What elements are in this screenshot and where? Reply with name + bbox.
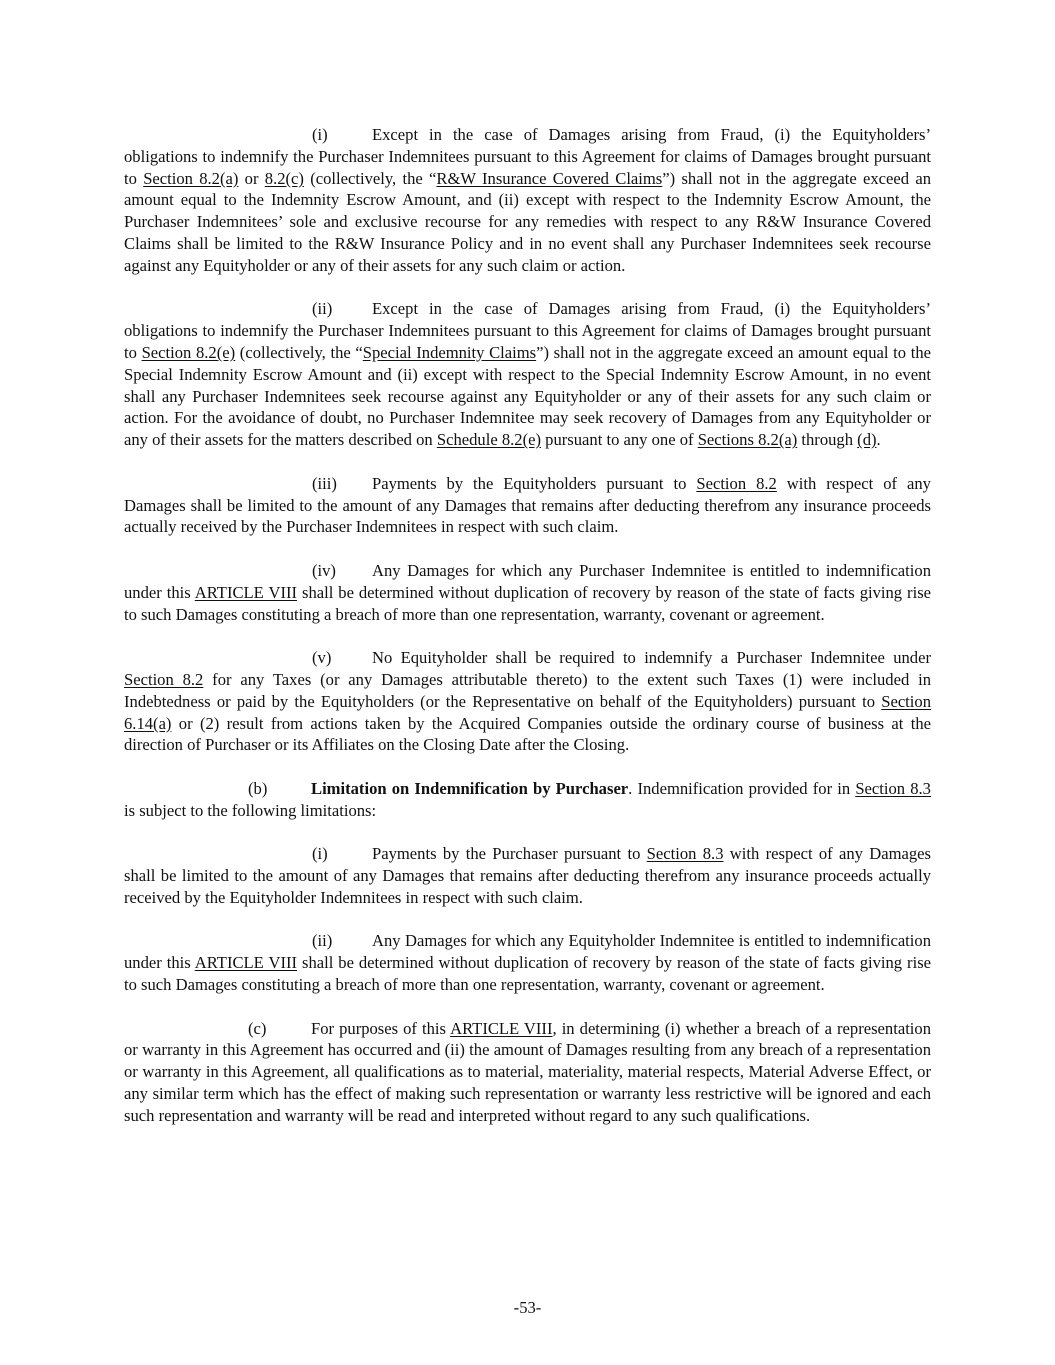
defined-term: Special Indemnity Claims — [362, 342, 537, 362]
section-reference-link: (d) — [857, 430, 877, 450]
paragraph-text: . Indemnification provided for in — [628, 778, 856, 798]
section-reference-link: Section 8.2(a) — [143, 168, 239, 188]
paragraph-text: Any Damages for which any Equityholder Indemnitee is entitled to indemnification under this — [124, 931, 931, 973]
section-reference-link: Section 8.3 — [646, 844, 724, 864]
paragraph-8-4-a-i — [124, 124, 931, 277]
paragraph-8-4-c — [124, 1018, 931, 1127]
paragraph-text: with respect of any Damages shall be limited to the amount of any Damages that remains after deducting therefrom any insurance proceeds actually received by the Purchaser Indemnitees in respect with such claim. — [124, 473, 931, 537]
paragraph-8-4-b-i — [124, 843, 931, 908]
defined-term: R&W Insurance Covered Claims — [436, 168, 663, 188]
paragraph-text: For purposes of this — [311, 1018, 451, 1038]
paragraph-text: shall be determined without duplication of recovery by reason of the state of facts giving rise to such Damages constituting a breach of more than one representation, warranty, covenant or agreement. — [124, 953, 932, 995]
clause-number: (ii) — [312, 931, 333, 951]
paragraph-text: ”) shall not in the aggregate exceed an amount equal to the Indemnity Escrow Amount, and (ii) except with respect to the Indemnity Escrow Amount, the Purchaser Indemnitees’ sole and exclusive recourse for any remedies with respect to any R&W Insurance Covered Claims shall be limited to the R&W Insurance Policy and in no event shall any Purchaser Indemnitees seek recourse against any Equityholder or any of their assets for any such claim or action. — [124, 168, 931, 275]
paragraph-text: (collectively, the “ — [303, 168, 437, 188]
clause-number: (b) — [248, 778, 268, 798]
schedule-reference-link: Schedule 8.2(e) — [436, 430, 542, 450]
document-page — [124, 124, 931, 1148]
paragraph-8-4-a-iii — [124, 473, 931, 538]
section-reference-link: Section 8.2 — [124, 669, 204, 689]
paragraph-text: . — [876, 430, 881, 450]
paragraph-text: No Equityholder shall be required to indemnify a Purchaser Indemnitee under — [372, 648, 931, 668]
paragraph-8-4-a-ii — [124, 298, 931, 451]
paragraph-text: Except in the case of Damages arising from Fraud, (i) the Equityholders’ obligations to indemnify the Purchaser Indemnitees pursuant to this Agreement for claims of Damages brought pursuant to — [124, 299, 931, 362]
paragraph-text: (collectively, the “ — [235, 342, 363, 362]
paragraph-text: Except in the case of Damages arising from Fraud, (i) the Equityholders’ obligations to indemnify the Purchaser Indemnitees pursuant to this Agreement for claims of Damages brought pursuant to — [124, 125, 931, 188]
paragraph-text: ”) shall not in the aggregate exceed an amount equal to the Special Indemnity Escrow Amount and (ii) except with respect to the Special Indemnity Escrow Amount, in no event shall any Purchaser Indemnitees seek recourse against any Equityholder or any of their assets for any such claim or action. For the avoidance of doubt, no Purchaser Indemnitee may seek recovery of Damages from any Equityholder or any of their assets for the matters described on — [124, 342, 931, 450]
article-reference-link: ARTICLE VIII — [194, 953, 298, 973]
paragraph-text: Any Damages for which any Purchaser Indemnitee is entitled to indemnification under this — [124, 560, 931, 602]
clause-number: (iv) — [312, 560, 336, 580]
section-reference-link: Section 6.14(a) — [124, 691, 931, 733]
paragraph-text: pursuant to any one of — [541, 430, 698, 450]
clause-number: (i) — [312, 125, 328, 144]
section-heading: Limitation on Indemnification by Purchaser — [311, 778, 629, 798]
paragraph-text: with respect of any Damages shall be limited to the amount of any Damages that remains after deducting therefrom any insurance proceeds actually received by the Equityholder Indemnitees in respect with such claim. — [124, 844, 931, 907]
clause-number: (ii) — [312, 299, 333, 319]
paragraph-8-4-a-v — [124, 647, 931, 756]
paragraph-text: or (2) result from actions taken by the Acquired Companies outside the ordinary course of business at the direction of Purchaser or its Affiliates on the Closing Date after the Closing. — [124, 713, 931, 755]
paragraph-text: is subject to the following limitations: — [124, 800, 377, 820]
paragraph-text: shall be determined without duplication of recovery by reason of the state of facts giving rise to such Damages constituting a breach of more than one representation, warranty, covenant or agreement. — [124, 582, 932, 624]
paragraph-text: for any Taxes (or any Damages attributable thereto) to the extent such Taxes (1) were included in Indebtedness or paid by the Equityholders (or the Representative on behalf of the Equityholders) pursuant to — [124, 669, 931, 711]
page-number: -53- — [513, 1298, 542, 1317]
paragraph-8-4-b-ii — [124, 930, 931, 995]
section-reference-link: Section 8.2 — [696, 473, 777, 493]
paragraph-text: Payments by the Equityholders pursuant to — [372, 473, 697, 493]
clause-number: (i) — [312, 844, 328, 864]
paragraph-text: , in determining (i) whether a breach of a representation or warranty in this Agreement has occurred and (ii) the amount of Damages resulting from any breach of a representation or warranty in this Agreement, all qualifications as to material, materiality, material respects, Material Adverse Effect, or any similar term which has the effect of making such representation or warranty less restrictive will be ignored and each such representation and warranty will be read and interpreted without regard to any such qualifications. — [124, 1018, 932, 1125]
section-reference-link: Sections 8.2(a) — [697, 430, 798, 450]
section-reference-link: Section 8.2(e) — [141, 342, 236, 362]
paragraph-8-4-b — [124, 778, 931, 822]
article-reference-link: ARTICLE VIII — [194, 582, 298, 602]
clause-number: (v) — [312, 648, 332, 668]
section-reference-link: Section 8.3 — [855, 778, 931, 798]
paragraph-text: Payments by the Purchaser pursuant to — [372, 844, 647, 864]
clause-number: (c) — [248, 1018, 267, 1038]
section-reference-link: 8.2(c) — [264, 168, 304, 188]
paragraph-8-4-a-iv — [124, 560, 931, 625]
paragraph-text: through — [797, 430, 858, 450]
paragraph-text: or — [238, 168, 265, 188]
article-reference-link: ARTICLE VIII — [450, 1018, 553, 1038]
clause-number: (iii) — [312, 473, 337, 493]
